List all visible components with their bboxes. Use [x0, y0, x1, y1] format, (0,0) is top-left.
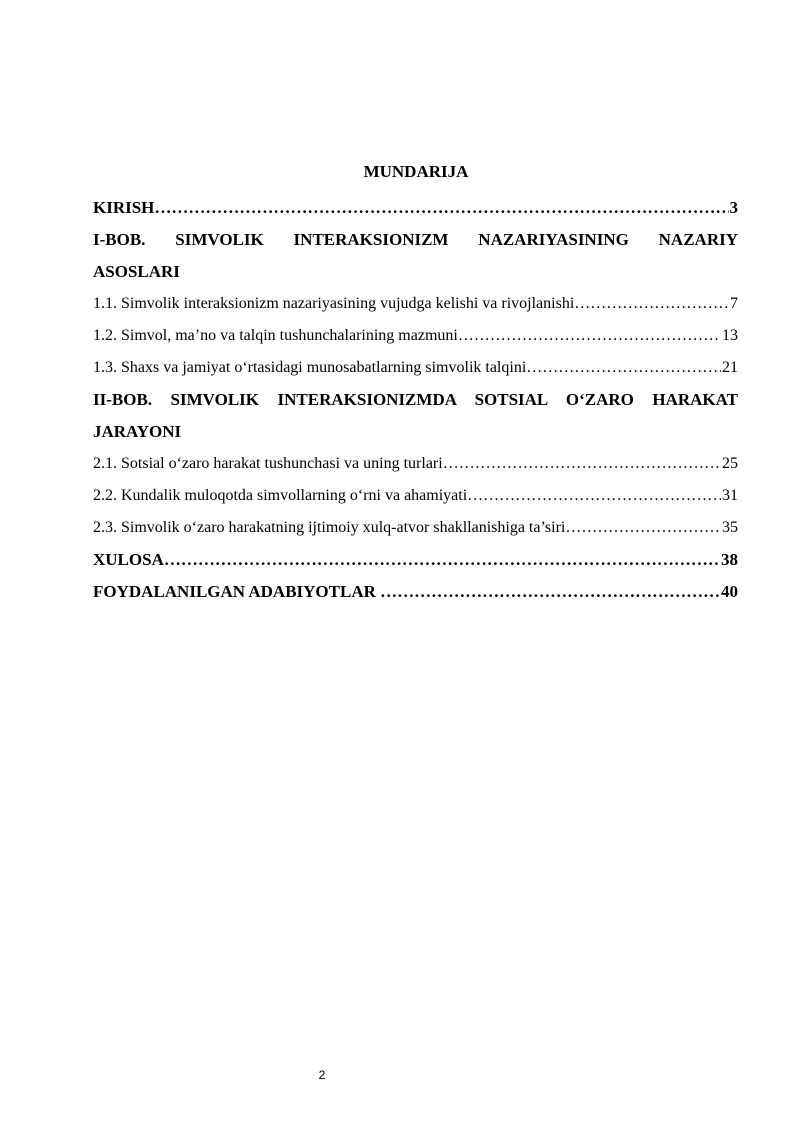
- toc-leader-dots: [164, 544, 720, 576]
- toc-entry-label: 2.2. Kundalik muloqotda simvollarning o‘rni va ahamiyati: [93, 487, 468, 504]
- toc-entry-label: 1.3. Shaxs va jamiyat o‘rtasidagi munosabatlarning simvolik talqini: [93, 359, 527, 376]
- toc-entry-conclusion: [93, 544, 738, 576]
- toc-entry-references: [93, 576, 738, 608]
- toc-entry-page: 7: [730, 295, 738, 312]
- toc-entry-2-3: [93, 512, 738, 544]
- toc-entry-page: 40: [721, 582, 738, 601]
- toc-entry-page: 38: [721, 550, 738, 569]
- toc-entry-label: FOYDALANILGAN ADABIYOTLAR: [93, 582, 381, 601]
- toc-entry-label: KIRISH: [93, 198, 155, 217]
- toc-chapter-2: [93, 384, 738, 448]
- toc-leader-dots: [565, 512, 721, 544]
- toc-leader-dots: [526, 352, 721, 384]
- toc-chapter-2-line-1: II-BOB. SIMVOLIK INTERAKSIONIZMDA SOTSIAL O‘ZARO HARAKAT: [93, 390, 738, 409]
- toc-leader-dots: [574, 288, 729, 320]
- toc-leader-dots: [443, 448, 721, 480]
- toc-entry-2-2: [93, 480, 738, 512]
- toc-entry-2-1: [93, 448, 738, 480]
- toc-entry-label: 2.3. Simvolik o‘zaro harakatning ijtimoiy xulq-atvor shakllanishiga ta’siri: [93, 519, 566, 536]
- toc-entry-page: 31: [722, 487, 738, 504]
- toc-chapter-1-line-1: I-BOB. SIMVOLIK INTERAKSIONIZM NAZARIYASINING NAZARIY: [93, 230, 738, 249]
- toc-leader-dots: [458, 320, 721, 352]
- toc-title: MUNDARIJA: [363, 162, 469, 181]
- toc-entry-intro: [93, 192, 738, 224]
- toc-entry-page: 21: [722, 359, 738, 376]
- toc-entry-page: 35: [722, 519, 738, 536]
- toc-entry-page: 25: [722, 455, 738, 472]
- toc-entry-1-3: [93, 352, 738, 384]
- toc-chapter-1: [93, 224, 738, 288]
- toc-entry-label: XULOSA: [93, 550, 164, 569]
- toc-entry-label: 2.1. Sotsial o‘zaro harakat tushunchasi va uning turlari: [93, 455, 443, 472]
- toc-leader-dots: [380, 576, 720, 608]
- table-of-contents: [93, 192, 738, 608]
- toc-entry-1-1: [93, 288, 738, 320]
- toc-entry-1-2: [93, 320, 738, 352]
- toc-entry-label: 1.1. Simvolik interaksionizm nazariyasining vujudga kelishi va rivojlanishi: [93, 295, 575, 312]
- toc-leader-dots: [467, 480, 721, 512]
- toc-entry-page: 13: [722, 327, 738, 344]
- toc-chapter-1-line-2: ASOSLARI: [93, 262, 180, 281]
- page-number: 2: [318, 1068, 326, 1082]
- toc-entry-label: 1.2. Simvol, ma’no va talqin tushunchalarining mazmuni: [93, 327, 458, 344]
- toc-entry-page: 3: [729, 198, 738, 217]
- toc-chapter-2-line-2: JARAYONI: [93, 422, 182, 441]
- toc-leader-dots: [154, 192, 728, 224]
